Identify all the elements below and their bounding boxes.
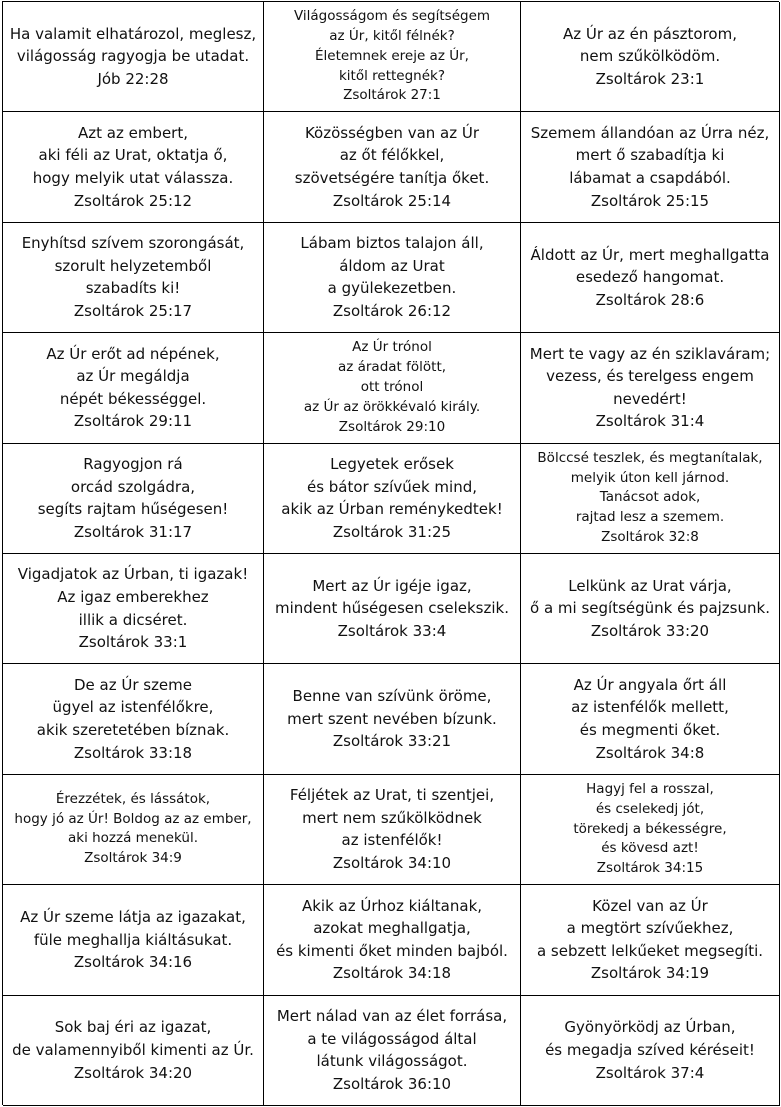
verse-text: Sok baj éri az igazat, de valamennyiből kimenti az Úr. [12,1018,254,1059]
verse-text: Legyetek erősek és bátor szívűek mind, akik az Úrban reménykedtek! [281,455,503,519]
verse-reference: Zsoltárok 34:18 [332,964,452,983]
verse-reference: Zsoltárok 34:16 [73,953,193,972]
verse-reference: Zsoltárok 29:11 [73,412,193,431]
verse-text: Mert az Úr igéje igaz, mindent hűségesen cselekszik. [274,576,509,618]
verse-card [521,2,780,112]
verse-card [264,664,521,774]
verse-card [3,112,264,222]
verse-block [33,122,233,212]
verse-block [563,23,737,91]
verse-block [275,575,509,643]
verse-reference: Zsoltárok 33:1 [78,633,188,652]
verse-block [571,674,729,764]
verse-card [3,554,264,664]
verse-text: Mert te vagy az én sziklaváram; vezess, és terelgess engem nevedért! [529,344,771,408]
verse-block [287,685,497,753]
verse-card [264,333,521,443]
verse-text: Világosságom és segítségem az Úr, kitől félnék? Életemnek ereje az Úr, kitől rettegnék? [293,8,491,84]
verse-card [521,775,780,885]
verse-reference: Zsoltárok 34:19 [590,964,710,983]
verse-block [537,449,762,548]
verse-reference: Zsoltárok 27:1 [343,87,441,104]
verse-card [264,223,521,333]
verse-reference: Zsoltárok 33:4 [337,621,447,640]
verse-text: Ragyogjon rá orcád szolgádra, segíts rajtam hűségesen! [37,455,229,519]
verse-text: Mert nálad van az élet forrása, a te világosságod által látunk világosságot. [276,1007,508,1071]
verse-block [38,453,229,543]
verse-card [264,885,521,995]
verse-text: Benne van szívünk öröme, mert szent nevében bízunk. [287,687,497,728]
verse-reference: Zsoltárok 33:20 [590,621,710,640]
verse-block [281,453,502,543]
verse-card [3,2,264,112]
verse-card [3,996,264,1106]
verse-text: Szemem állandóan az Úrra néz, mert ő szabadítja ki lábamat a csapdából. [530,123,770,188]
verse-card [521,554,780,664]
verse-reference: Jób 22:28 [97,69,169,88]
verse-card [264,554,521,664]
verse-text: Közösségben van az Úr az őt félőkkel, szövetségére tanítja őket. [294,123,490,188]
verse-block [14,790,251,869]
verse-block [12,1016,254,1084]
verse-card [521,333,780,443]
verse-text: Áldott az Úr, mert meghallgatta esedező hangomat. [530,245,770,287]
verse-reference: Zsoltárok 34:8 [595,743,705,762]
verse-text: Az Úr trónol az áradat fölött, ott trónol az Úr az örökkévaló király. [303,339,481,415]
verse-card [3,333,264,443]
verse-text: Féljétek az Urat, ti szentjei, mert nem szűkölködnek az istenfélők! [289,786,495,850]
verse-card [3,885,264,995]
verse-text: Ha valamit elhatározol, meglesz, világosság ragyogja be utadat. [9,24,257,66]
verse-text: De az Úr szeme ügyel az istenfélőkre, akik szeretetében bíznak. [36,675,230,740]
verse-reference: Zsoltárok 36:10 [332,1074,452,1093]
verse-reference: Zsoltárok 34:10 [332,854,452,873]
verse-reference: Zsoltárok 25:15 [590,191,710,210]
verse-reference: Zsoltárok 33:18 [73,743,193,762]
verse-text: Az Úr az én pásztorom, nem szűkölködöm. [562,24,737,66]
verse-block [18,563,248,653]
verse-reference: Zsoltárok 34:15 [596,860,704,877]
verse-block [20,906,246,974]
verse-text: Érezzétek, és lássátok, hogy jó az Úr! Boldog az az ember, aki hozzá menekül. [14,790,252,847]
verse-block [22,232,245,322]
verse-block [277,1005,507,1095]
verse-reference: Zsoltárok 26:12 [332,302,452,321]
verse-block [530,343,770,433]
verse-reference: Zsoltárok 29:10 [338,418,446,435]
verse-card [3,664,264,774]
verse-block [276,895,508,985]
verse-block [290,784,494,874]
verse-card [521,664,780,774]
verse-reference: Zsoltárok 25:17 [73,302,193,321]
verse-block [531,244,770,312]
verse-reference: Zsoltárok 31:17 [73,522,193,541]
verse-block [295,122,489,212]
verse-text: Az Úr angyala őrt áll az istenfélők mellett, és megmenti őket. [571,675,729,740]
verse-card [521,223,780,333]
verse-text: Közel van az Úr a megtört szívűekhez, a sebzett lelkűeket megsegíti. [536,896,764,960]
verse-card [3,444,264,554]
verse-reference: Zsoltárok 31:4 [595,412,705,431]
verse-reference: Zsoltárok 25:14 [332,191,452,210]
verse-block [537,895,763,985]
verse-text: Enyhítsd szívem szorongását, szorult helyzetemből szabadíts ki! [21,234,245,298]
verse-card [3,775,264,885]
verse-text: Azt az embert, aki féli az Urat, oktatja ő, hogy melyik utat válassza. [32,123,234,188]
verse-block [531,122,769,212]
verse-reference: Zsoltárok 31:25 [332,522,452,541]
verse-card [3,223,264,333]
verse-text: Lelkünk az Urat várja, ő a mi segítségünk és pajzsunk. [530,576,770,618]
verse-text: Vigadjatok az Úrban, ti igazak! Az igaz emberekhez illik a dicséret. [17,565,249,629]
verse-reference: Zsoltárok 23:1 [595,69,705,88]
verse-card [521,996,780,1106]
verse-card [521,444,780,554]
verse-text: Az Úr szeme látja az igazakat, füle meghallja kiáltásukat. [20,907,246,949]
verse-reference: Zsoltárok 33:21 [332,732,452,751]
verse-block [530,575,770,643]
verse-block [37,674,229,764]
verse-reference: Zsoltárok 34:20 [73,1063,193,1082]
verse-card [521,885,780,995]
verse-reference: Zsoltárok 25:12 [73,191,193,210]
verse-block [46,343,219,433]
verse-reference: Zsoltárok 34:9 [84,850,182,867]
verse-reference: Zsoltárok 37:4 [595,1063,705,1082]
verse-text: Bölccsé teszlek, és megtanítalak, melyik úton kell járnod. Tanácsot adok, rajtad lesz a szemem. [537,449,763,526]
verse-card [264,775,521,885]
verse-card [264,112,521,222]
verse-reference: Zsoltárok 28:6 [595,290,705,309]
verse-text: Gyönyörködj az Úrban, és megadja szíved kéréseit! [545,1018,755,1059]
verse-card [264,2,521,112]
verse-block [10,23,256,91]
verse-block [294,7,490,106]
verse-text: Akik az Úrhoz kiáltanak, azokat meghallgatja, és kimenti őket minden bajból. [276,896,508,960]
verse-block [300,232,483,322]
verse-block [573,780,726,879]
verse-block [304,338,480,437]
verse-card-sheet [2,1,779,1105]
verse-block [545,1016,755,1084]
verse-card [264,444,521,554]
verse-reference: Zsoltárok 32:8 [601,528,699,545]
verse-text: Hagyj fel a rosszal, és cselekedj jót, törekedj a békességre, és kövesd azt! [573,780,727,857]
verse-text: Az Úr erőt ad népének, az Úr megáldja népét békességgel. [46,344,220,408]
verse-text: Lábam biztos talajon áll, áldom az Urat a gyülekezetben. [300,234,484,298]
verse-card [264,996,521,1106]
verse-card [521,112,780,222]
